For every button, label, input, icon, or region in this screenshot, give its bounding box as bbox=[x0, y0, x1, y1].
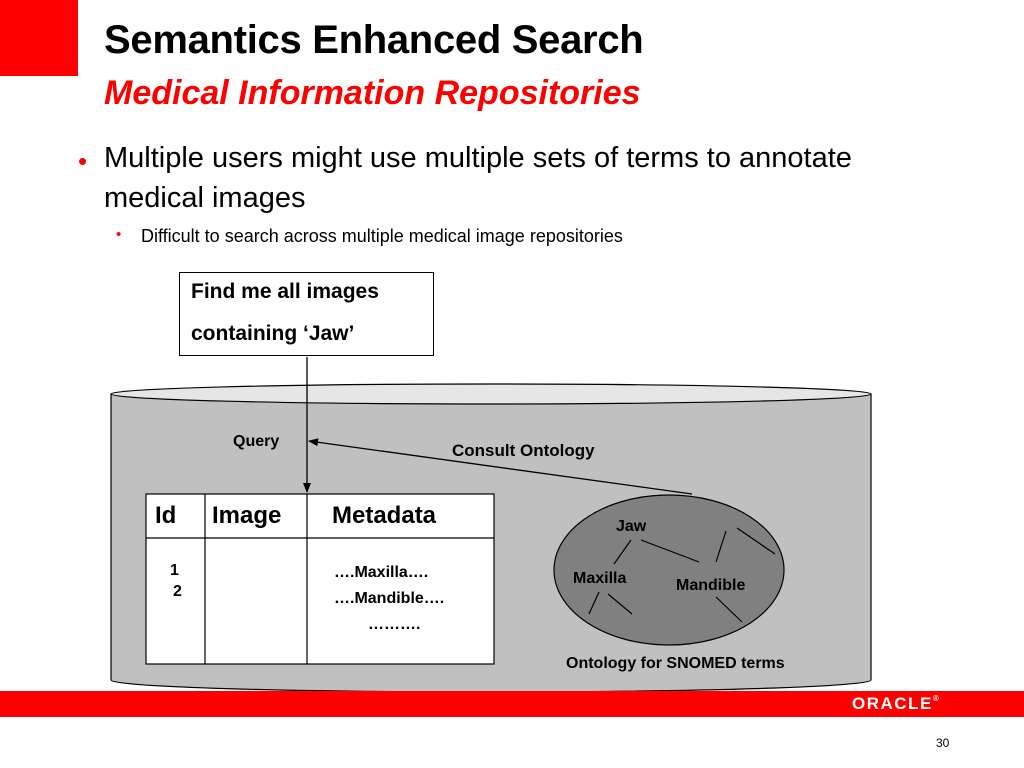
slide-subtitle: Medical Information Repositories bbox=[104, 74, 641, 112]
registered-mark: ® bbox=[932, 694, 939, 703]
table-cell-id: 2 bbox=[173, 583, 182, 600]
table-cell-metadata: ………. bbox=[368, 616, 421, 633]
query-text-line2: containing ‘Jaw’ bbox=[191, 322, 355, 345]
bullet-dot-level1: • bbox=[78, 146, 88, 176]
table-cell-metadata: ….Mandible…. bbox=[334, 590, 445, 607]
ontology-node-maxilla: Maxilla bbox=[573, 570, 627, 587]
consult-ontology-label: Consult Ontology bbox=[452, 441, 595, 460]
oracle-logo-text: ORACLE bbox=[852, 694, 933, 713]
metadata-table bbox=[146, 494, 494, 664]
bullet-dot-level2: • bbox=[116, 226, 122, 243]
cylinder-top bbox=[111, 384, 871, 404]
table-cell-metadata: ….Maxilla…. bbox=[334, 564, 429, 581]
ontology-caption: Ontology for SNOMED terms bbox=[566, 655, 785, 672]
table-cell-id: 1 bbox=[170, 562, 179, 579]
table-header-metadata: Metadata bbox=[332, 502, 437, 529]
bullet-text-level1: Multiple users might use multiple sets of terms to annotate medical images bbox=[104, 142, 852, 214]
table-header-id: Id bbox=[155, 502, 177, 529]
ontology-node-mandible: Mandible bbox=[676, 577, 746, 594]
query-label: Query bbox=[233, 433, 280, 450]
table-header-image: Image bbox=[212, 502, 282, 529]
page-number: 30 bbox=[936, 736, 950, 750]
query-text-line1: Find me all images bbox=[191, 280, 379, 303]
ontology-node-jaw: Jaw bbox=[616, 518, 647, 535]
bullet-text-level2: Difficult to search across multiple medical image repositories bbox=[141, 226, 623, 246]
slide-title: Semantics Enhanced Search bbox=[104, 18, 644, 62]
table-frame bbox=[146, 494, 494, 664]
oracle-logo bbox=[852, 694, 939, 714]
